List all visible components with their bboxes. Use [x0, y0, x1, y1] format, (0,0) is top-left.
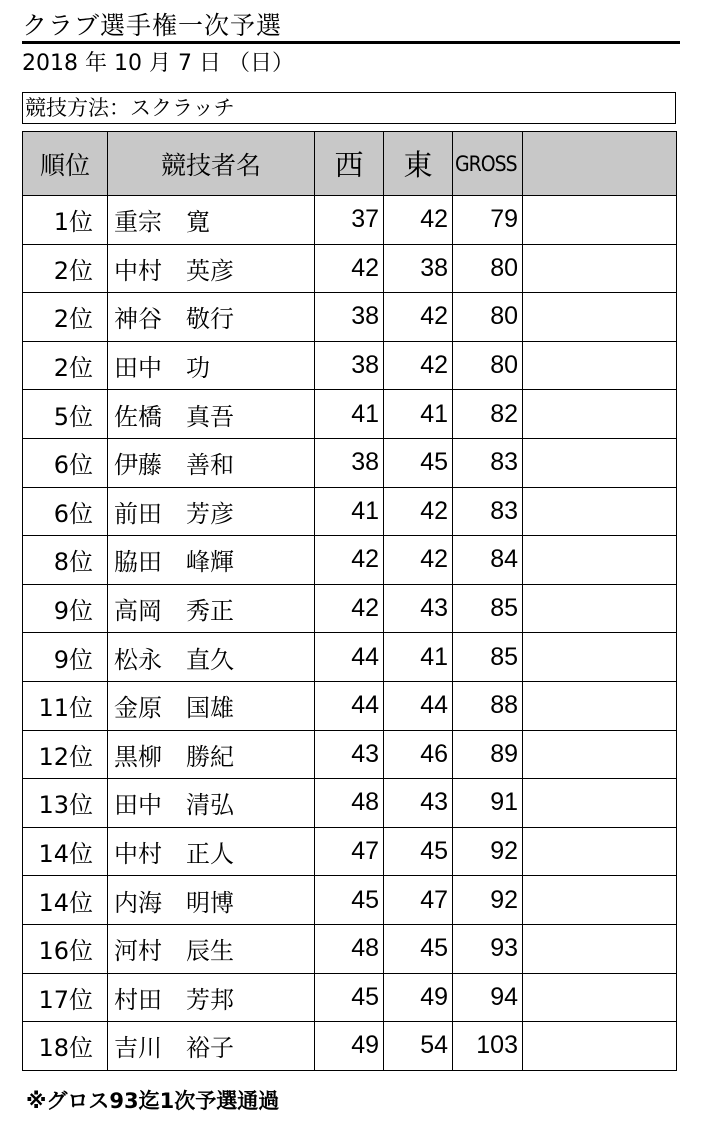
- table-row: [23, 730, 677, 779]
- blank-cell: [523, 924, 677, 973]
- west-score-cell: 45: [315, 876, 384, 925]
- table-row: [23, 973, 677, 1022]
- results-table: [22, 131, 677, 1071]
- table-row: [23, 487, 677, 536]
- player-name-cell: 村田 芳邦: [108, 973, 315, 1022]
- blank-cell: [523, 390, 677, 439]
- east-score-cell: 47: [384, 876, 453, 925]
- west-score-cell: 49: [315, 1022, 384, 1071]
- west-score-cell: 38: [315, 293, 384, 342]
- player-name-cell: 伊藤 善和: [108, 438, 315, 487]
- east-score-cell: 43: [384, 584, 453, 633]
- east-score-cell: 41: [384, 633, 453, 682]
- player-name-cell: 前田 芳彦: [108, 487, 315, 536]
- rank-cell: 17位: [23, 973, 108, 1022]
- blank-cell: [523, 779, 677, 828]
- gross-score-cell: 92: [453, 876, 523, 925]
- header-rank: 順位: [23, 132, 108, 196]
- header-player-name: 競技者名: [108, 132, 315, 196]
- player-name-cell: 中村 正人: [108, 827, 315, 876]
- gross-score-cell: 80: [453, 293, 523, 342]
- table-row: [23, 876, 677, 925]
- east-score-cell: 42: [384, 196, 453, 245]
- blank-cell: [523, 196, 677, 245]
- east-score-cell: 42: [384, 293, 453, 342]
- rank-cell: 6位: [23, 487, 108, 536]
- east-score-cell: 41: [384, 390, 453, 439]
- rank-cell: 2位: [23, 244, 108, 293]
- footnote: ※グロス93迄1次予選通過: [26, 1089, 280, 1113]
- blank-cell: [523, 438, 677, 487]
- gross-score-cell: 91: [453, 779, 523, 828]
- table-row: [23, 390, 677, 439]
- header-gross: GROSS: [453, 132, 523, 196]
- west-score-cell: 38: [315, 341, 384, 390]
- west-score-cell: 41: [315, 487, 384, 536]
- table-row: [23, 924, 677, 973]
- table-row: [23, 1022, 677, 1071]
- west-score-cell: 47: [315, 827, 384, 876]
- blank-cell: [523, 244, 677, 293]
- table-row: [23, 779, 677, 828]
- west-score-cell: 48: [315, 924, 384, 973]
- west-score-cell: 42: [315, 244, 384, 293]
- rank-cell: 9位: [23, 584, 108, 633]
- gross-score-cell: 83: [453, 438, 523, 487]
- blank-cell: [523, 487, 677, 536]
- gross-score-cell: 89: [453, 730, 523, 779]
- rank-cell: 13位: [23, 779, 108, 828]
- player-name-cell: 吉川 裕子: [108, 1022, 315, 1071]
- gross-score-cell: 80: [453, 244, 523, 293]
- player-name-cell: 高岡 秀正: [108, 584, 315, 633]
- blank-cell: [523, 876, 677, 925]
- table-row: [23, 293, 677, 342]
- east-score-cell: 42: [384, 487, 453, 536]
- east-score-cell: 42: [384, 341, 453, 390]
- player-name-cell: 黒柳 勝紀: [108, 730, 315, 779]
- east-score-cell: 45: [384, 438, 453, 487]
- player-name-cell: 田中 清弘: [108, 779, 315, 828]
- east-score-cell: 49: [384, 973, 453, 1022]
- gross-score-cell: 85: [453, 584, 523, 633]
- header-west: 西: [315, 132, 384, 196]
- blank-cell: [523, 1022, 677, 1071]
- blank-cell: [523, 973, 677, 1022]
- player-name-cell: 松永 直久: [108, 633, 315, 682]
- rank-cell: 18位: [23, 1022, 108, 1071]
- gross-score-cell: 85: [453, 633, 523, 682]
- west-score-cell: 43: [315, 730, 384, 779]
- west-score-cell: 44: [315, 681, 384, 730]
- blank-cell: [523, 536, 677, 585]
- rank-cell: 9位: [23, 633, 108, 682]
- east-score-cell: 44: [384, 681, 453, 730]
- gross-score-cell: 103: [453, 1022, 523, 1071]
- header-row: [23, 132, 677, 196]
- header-east: 東: [384, 132, 453, 196]
- west-score-cell: 45: [315, 973, 384, 1022]
- east-score-cell: 42: [384, 536, 453, 585]
- header-blank: [523, 132, 677, 196]
- east-score-cell: 45: [384, 924, 453, 973]
- rank-cell: 5位: [23, 390, 108, 439]
- player-name-cell: 神谷 敬行: [108, 293, 315, 342]
- rank-cell: 6位: [23, 438, 108, 487]
- gross-score-cell: 79: [453, 196, 523, 245]
- east-score-cell: 43: [384, 779, 453, 828]
- table-row: [23, 827, 677, 876]
- player-name-cell: 田中 功: [108, 341, 315, 390]
- table-row: [23, 536, 677, 585]
- gross-score-cell: 80: [453, 341, 523, 390]
- blank-cell: [523, 341, 677, 390]
- player-name-cell: 重宗 寛: [108, 196, 315, 245]
- west-score-cell: 37: [315, 196, 384, 245]
- east-score-cell: 45: [384, 827, 453, 876]
- table-row: [23, 681, 677, 730]
- west-score-cell: 42: [315, 584, 384, 633]
- results-body: [23, 196, 677, 1071]
- table-row: [23, 244, 677, 293]
- player-name-cell: 金原 国雄: [108, 681, 315, 730]
- gross-score-cell: 93: [453, 924, 523, 973]
- table-row: [23, 584, 677, 633]
- west-score-cell: 38: [315, 438, 384, 487]
- rank-cell: 2位: [23, 293, 108, 342]
- blank-cell: [523, 827, 677, 876]
- gross-score-cell: 94: [453, 973, 523, 1022]
- blank-cell: [523, 293, 677, 342]
- rank-cell: 14位: [23, 876, 108, 925]
- west-score-cell: 44: [315, 633, 384, 682]
- west-score-cell: 48: [315, 779, 384, 828]
- gross-score-cell: 84: [453, 536, 523, 585]
- west-score-cell: 41: [315, 390, 384, 439]
- blank-cell: [523, 633, 677, 682]
- player-name-cell: 中村 英彦: [108, 244, 315, 293]
- table-row: [23, 341, 677, 390]
- gross-score-cell: 92: [453, 827, 523, 876]
- event-date: 2018 年 10 月 7 日 （日）: [22, 51, 294, 76]
- blank-cell: [523, 584, 677, 633]
- blank-cell: [523, 730, 677, 779]
- competition-method: 競技方法：スクラッチ: [22, 92, 676, 124]
- east-score-cell: 46: [384, 730, 453, 779]
- rank-cell: 14位: [23, 827, 108, 876]
- rank-cell: 12位: [23, 730, 108, 779]
- page-title: クラブ選手権一次予選: [22, 8, 680, 44]
- rank-cell: 11位: [23, 681, 108, 730]
- gross-score-cell: 82: [453, 390, 523, 439]
- east-score-cell: 54: [384, 1022, 453, 1071]
- player-name-cell: 脇田 峰輝: [108, 536, 315, 585]
- table-row: [23, 438, 677, 487]
- table-row: [23, 633, 677, 682]
- gross-score-cell: 83: [453, 487, 523, 536]
- player-name-cell: 佐橋 真吾: [108, 390, 315, 439]
- rank-cell: 1位: [23, 196, 108, 245]
- rank-cell: 8位: [23, 536, 108, 585]
- rank-cell: 16位: [23, 924, 108, 973]
- east-score-cell: 38: [384, 244, 453, 293]
- player-name-cell: 内海 明博: [108, 876, 315, 925]
- table-row: [23, 196, 677, 245]
- west-score-cell: 42: [315, 536, 384, 585]
- blank-cell: [523, 681, 677, 730]
- player-name-cell: 河村 辰生: [108, 924, 315, 973]
- gross-score-cell: 88: [453, 681, 523, 730]
- rank-cell: 2位: [23, 341, 108, 390]
